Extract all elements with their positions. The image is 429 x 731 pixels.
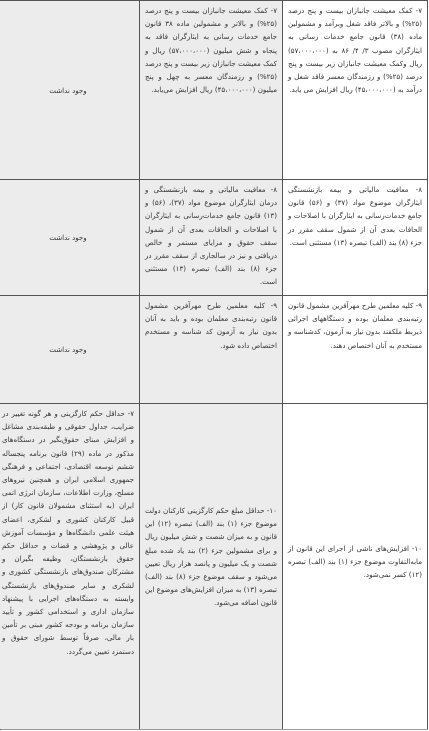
- cell-col1: ۸- معافیت مالیاتی و بیمه بازنشستگی ایثارگران موضوع مواد (۳۷) و (۵۶) قانون جامع خدمات‌رسانی به ایثارگران با اصلاحات و الحاقات بعدی آن از شمول سقف مقرر در جزء (۸) بند (الف) تبصره (۱۳) مستثنی است.: [283, 180, 428, 296]
- cell-col3: ۷- حداقل حکم کارگزینی و هر گونه تغییر در ضرایب، جداول حقوقی و طبقه‌بندی مشاغل و افزایش مبنای حقوق‌بگیر در دستگاه‌های مذکور در ماده (۲۹) قانون برنامه پنجساله ششم توسعه اقتصادی، اجتماعی و فرهنگی جمهوری اسلامی ایران و همچنین نیروهای مسلح، وزارت اطلاعات، سازمان انرژی اتمی ایران (به استثنای مشمولان قانون کار) از قبیل کارکنان کشوری و لشکری، اعضای هیئت علمی دانشگاه‌ها و مؤسسات آموزش عالی و پژوهشی و قضات و حداقل حکم حقوق بازنشستگان، وظیفه بگیران و مشترکان صندوق‌های بازنشستگی کشوری و لشکری و سایر صندوق‌های بازنشستگی وابسته به دستگاه‌های اجرایی با پیشنهاد سازمان اداری و استخدامی کشور و تأیید سازمان برنامه و بودجه کشور مبنی بر تأمین بار مالی، صرفاً توسط شورای حقوق و دستمزد تعیین می‌گردد.: [0, 404, 140, 730]
- cell-col3: وجود نداشت: [0, 180, 140, 296]
- cell-col2: ۸- معافیت مالیاتی و بیمه بازنشستگی و درمان ایثارگران موضوع مواد (۳۷)، (۵۶) و (۱۳) قانون جامع خدمات‌رسانی به ایثارگران با اصلاحات و الحاقات بعدی آن از شمول سقف حقوق و مزایای مستمر و خالص دریافتی و نیز در سالجاری از سقف مقرر در جزء (۸) بند (الف) تبصره (۱۳) مستثنی است.: [140, 180, 283, 296]
- cell-col2: ۹- کلیه معلمین طرح مهرآفرین مشمول قانون رتبه‌بندی معلمان بوده و باید به آنان بدون نیاز به آزمون کد شناسه و مستخدم اختصاص داده شود.: [140, 296, 283, 404]
- comparison-document: [1, 0, 428, 730]
- cell-col2: ۷- کمک معیشت جانبازان بیست و پنج درصد (۲۵%) و بالاتر و مشمولین ماده ۳۸ قانون جامع خدمات رسانی به ایثارگران فاقد به پنجاه و شش میلیون (۵۷،۰۰۰،۰۰۰) ریال و کمک معیشت جانبازان زیر بیست و پنج درصد (۲۵%) و رزمندگان معسر به چهل و پنج میلیون (۴۵،۰۰۰،۰۰۰) ریال افزایش می‌یابد.: [140, 1, 283, 180]
- table-row: [0, 296, 428, 404]
- cell-col1: ۱۰- افزایش‌های ناشی از اجرای این قانون از مابه‌التفاوت موضوع جزء (۱) بند (الف) تبصره (۱۲) کسر نمی‌شود.: [283, 404, 428, 730]
- cell-col1: ۹- کلیه معلمین طرح مهرآفرین مشمول قانون رتبه‌بندی معلمان بوده و دستگاههای اجرائی ذیربط ملکفند بدون نیاز به آزمون، کدشناسه و مستخدم به آنان اختصاص دهند.: [283, 296, 428, 404]
- table-row: [0, 180, 428, 296]
- table-row: [0, 404, 428, 730]
- cell-col3: وجود نداشت: [0, 1, 140, 180]
- page-bottom-rule: [1, 729, 428, 730]
- table-row: [0, 1, 428, 180]
- cell-col1: ۷- کمک معیشت جانبازان بیست و پنج درصد (۲۵%) و بالاتر فاقد شغل وبرآمد و مشمولین ماده (۳۸) قانون جامع خدمات رسانی به ایثارگران مصوب ۳/ ۴/ ۸۶ به (۵۷،۰۰۰،۰۰۰) ریال وکمک معیشت جانبازان زیر بیست و پنج درصد (۲۵%) و رزمندگان معسر فاقد شغل و درآمد به (۴۵،۰۰۰،۰۰۰) ریال افزایش می یابد.: [283, 1, 428, 180]
- cell-col2: ۱۰- حداقل مبلغ حکم کارگزینی کارکنان دولت موضوع جزء (۱) بند (الف) تبصره (۱۲) این قانون و به میزان شصت و شش میلیون ریال و برای مشمولین جزء (۲) بند یاد شده مبلغ شصت و یک میلیون و پانصد هزار ریال تعیین می‌شود و سقف موضوع جزء (۸) بند (الف) تبصره (۱۳) به میزان افزایش‌های موضوع این قانون اضافه می‌شود.: [140, 404, 283, 730]
- cell-col3: وجود نداشت: [0, 296, 140, 404]
